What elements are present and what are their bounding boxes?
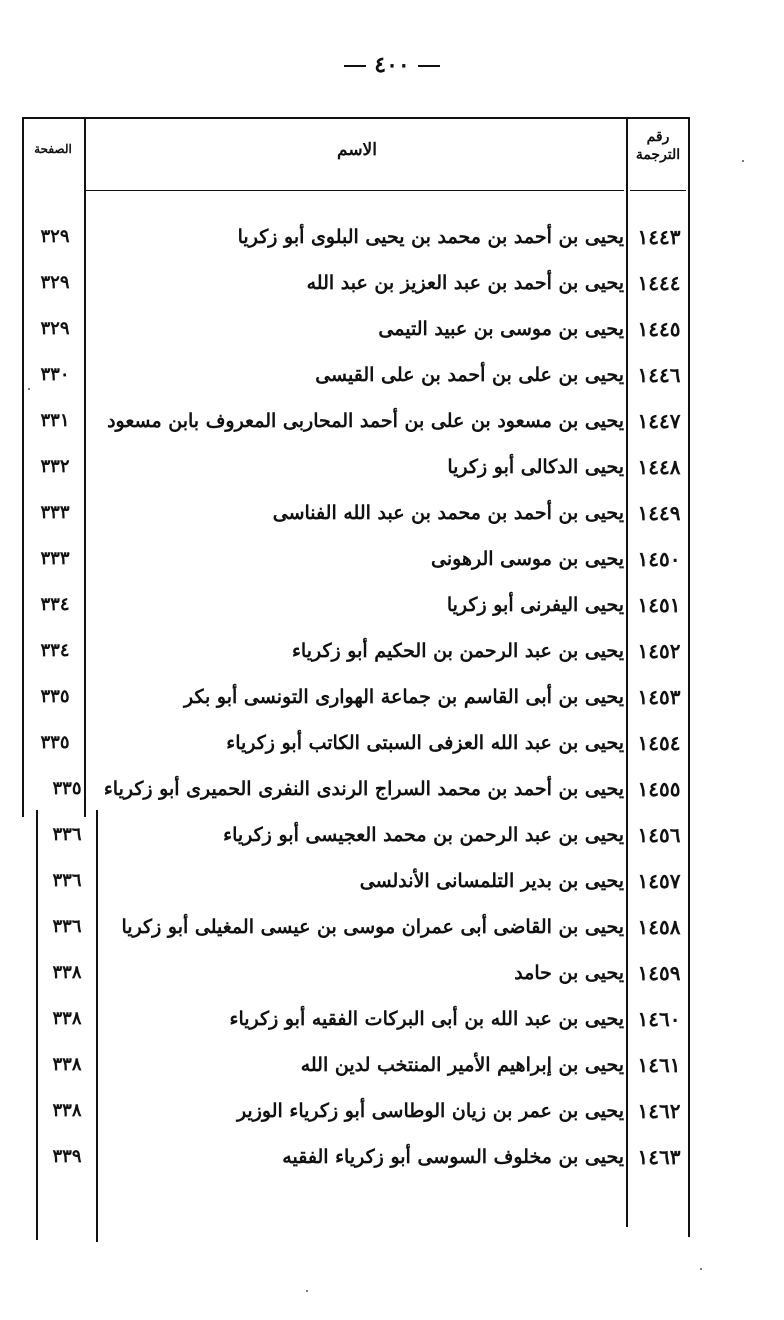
entry-page: ٣٢٩ bbox=[40, 318, 70, 339]
entry-page: ٣٣٣ bbox=[40, 548, 70, 569]
entry-name: يحيى بن أحمد بن محمد السراج الرندى النفرى الحميرى أبو زكرياء bbox=[104, 778, 624, 800]
scan-speck bbox=[306, 1290, 308, 1292]
entry-number: ١٤٥١ bbox=[637, 593, 681, 617]
entry-number: ١٤٥٣ bbox=[637, 685, 681, 709]
entry-page: ٣٣٦ bbox=[52, 916, 82, 937]
entry-number: ١٤٦١ bbox=[637, 1053, 681, 1077]
entry-number: ١٤٥٤ bbox=[637, 731, 681, 755]
table-top-rule bbox=[22, 117, 688, 119]
entry-name: يحيى بن موسى بن عبيد التيمى bbox=[378, 318, 624, 340]
entry-name: يحيى بن عبد الرحمن بن محمد العجيسى أبو زكرياء bbox=[223, 824, 624, 846]
entry-name: يحيى بن عمر بن زيان الوطاسى أبو زكرياء الوزير bbox=[236, 1100, 624, 1122]
entry-number: ١٤٥٧ bbox=[637, 869, 681, 893]
page-number-dash-right bbox=[418, 65, 440, 67]
entry-number: ١٤٥٥ bbox=[637, 777, 681, 801]
table-row bbox=[0, 904, 784, 950]
entry-name: يحيى الدكالى أبو زكريا bbox=[447, 456, 624, 478]
entry-name: يحيى بن مخلوف السوسى أبو زكرياء الفقيه bbox=[282, 1146, 624, 1168]
entry-name: يحيى اليفرنى أبو زكريا bbox=[446, 594, 624, 616]
table-row bbox=[0, 536, 784, 582]
table-row bbox=[0, 1088, 784, 1134]
entry-page: ٣٣٥ bbox=[40, 732, 70, 753]
entry-name: يحيى بن أحمد بن عبد العزيز بن عبد الله bbox=[306, 272, 624, 294]
page-number bbox=[0, 52, 784, 78]
entry-page: ٣٣٤ bbox=[40, 594, 70, 615]
entry-page: ٣٣٣ bbox=[40, 502, 70, 523]
entry-page: ٣٣٦ bbox=[52, 824, 82, 845]
entry-name: يحيى بن عبد الله العزفى السبتى الكاتب أبو زكرياء bbox=[226, 732, 624, 754]
table-row bbox=[0, 582, 784, 628]
entry-number: ١٤٥٨ bbox=[637, 915, 681, 939]
entry-number: ١٤٤٤ bbox=[637, 271, 681, 295]
table-row bbox=[0, 398, 784, 444]
entry-page: ٣٣٨ bbox=[52, 962, 82, 983]
scan-speck bbox=[742, 160, 744, 162]
entry-page: ٣٣٦ bbox=[52, 870, 82, 891]
entry-page: ٣٣١ bbox=[40, 410, 70, 431]
entry-page: ٣٣٩ bbox=[52, 1146, 82, 1167]
entry-number: ١٤٤٧ bbox=[637, 409, 681, 433]
entry-page: ٣٣٨ bbox=[52, 1054, 82, 1075]
entry-number: ١٤٤٩ bbox=[637, 501, 681, 525]
header-page: الصفحة bbox=[34, 142, 72, 156]
entry-number: ١٤٥٦ bbox=[637, 823, 681, 847]
entry-page: ٣٢٩ bbox=[40, 226, 70, 247]
entry-name: يحيى بن أبى القاسم بن جماعة الهوارى التونسى أبو بكر bbox=[184, 686, 624, 708]
header-number-line1: رقم bbox=[646, 129, 670, 145]
entry-name: يحيى بن أحمد بن محمد بن عبد الله الفناسى bbox=[272, 502, 624, 524]
entry-number: ١٤٦٣ bbox=[637, 1145, 681, 1169]
entry-number: ١٤٤٣ bbox=[637, 225, 681, 249]
entry-page: ٣٣٨ bbox=[52, 1100, 82, 1121]
table-row bbox=[0, 1042, 784, 1088]
entry-name: يحيى بن على بن أحمد بن على القيسى bbox=[315, 364, 624, 386]
entry-number: ١٤٤٨ bbox=[637, 455, 681, 479]
entry-name: يحيى بن بدير التلمسانى الأندلسى bbox=[359, 870, 624, 892]
header-name: الاسم bbox=[337, 140, 377, 160]
entry-page: ٣٣٤ bbox=[40, 640, 70, 661]
page-number-text: ٤٠٠ bbox=[374, 52, 410, 78]
entry-name: يحيى بن موسى الرهونى bbox=[431, 548, 624, 570]
entry-number: ١٤٥٠ bbox=[637, 547, 681, 571]
name-header-rule bbox=[86, 190, 624, 191]
page-number-dash-left bbox=[344, 65, 366, 67]
entry-number: ١٤٦٢ bbox=[637, 1099, 681, 1123]
table-row bbox=[0, 260, 784, 306]
table-row bbox=[0, 1134, 784, 1180]
table-row bbox=[0, 352, 784, 398]
entry-name: يحيى بن القاضى أبى عمران موسى بن عيسى المغيلى أبو زكريا bbox=[121, 916, 624, 938]
header-number-line2: الترجمة bbox=[635, 147, 681, 163]
table-row bbox=[0, 444, 784, 490]
number-header-rule bbox=[630, 190, 686, 191]
table-row bbox=[0, 306, 784, 352]
table-row bbox=[0, 766, 784, 812]
table-row bbox=[0, 812, 784, 858]
entry-number: ١٤٤٥ bbox=[637, 317, 681, 341]
entry-number: ١٤٥٢ bbox=[637, 639, 681, 663]
entry-number: ١٤٦٠ bbox=[637, 1007, 681, 1031]
entry-page: ٣٣٥ bbox=[52, 778, 82, 799]
entry-page: ٣٣٨ bbox=[52, 1008, 82, 1029]
entry-page: ٣٣٥ bbox=[40, 686, 70, 707]
scan-speck bbox=[28, 388, 30, 390]
entry-page: ٣٢٩ bbox=[40, 272, 70, 293]
table-row bbox=[0, 674, 784, 720]
table-row bbox=[0, 490, 784, 536]
entry-name: يحيى بن عبد الرحمن بن الحكيم أبو زكرياء bbox=[291, 640, 624, 662]
table-row bbox=[0, 720, 784, 766]
table-row bbox=[0, 950, 784, 996]
entry-name: يحيى بن حامد bbox=[514, 962, 624, 984]
entry-number: ١٤٥٩ bbox=[637, 961, 681, 985]
entry-name: يحيى بن عبد الله بن أبى البركات الفقيه أبو زكرياء bbox=[229, 1008, 624, 1030]
table-row bbox=[0, 214, 784, 260]
entry-page: ٣٣٠ bbox=[40, 364, 70, 385]
scan-speck bbox=[700, 1268, 702, 1270]
entry-number: ١٤٤٦ bbox=[637, 363, 681, 387]
table-row bbox=[0, 996, 784, 1042]
table-row bbox=[0, 858, 784, 904]
table-row bbox=[0, 628, 784, 674]
entry-name: يحيى بن مسعود بن على بن أحمد المحاربى المعروف بابن مسعود bbox=[107, 410, 624, 432]
header-number bbox=[628, 128, 688, 164]
entry-name: يحيى بن إبراهيم الأمير المنتخب لدين الله bbox=[300, 1054, 624, 1076]
entry-name: يحيى بن أحمد بن محمد بن يحيى البلوى أبو زكريا bbox=[237, 226, 624, 248]
entry-page: ٣٣٢ bbox=[40, 456, 70, 477]
